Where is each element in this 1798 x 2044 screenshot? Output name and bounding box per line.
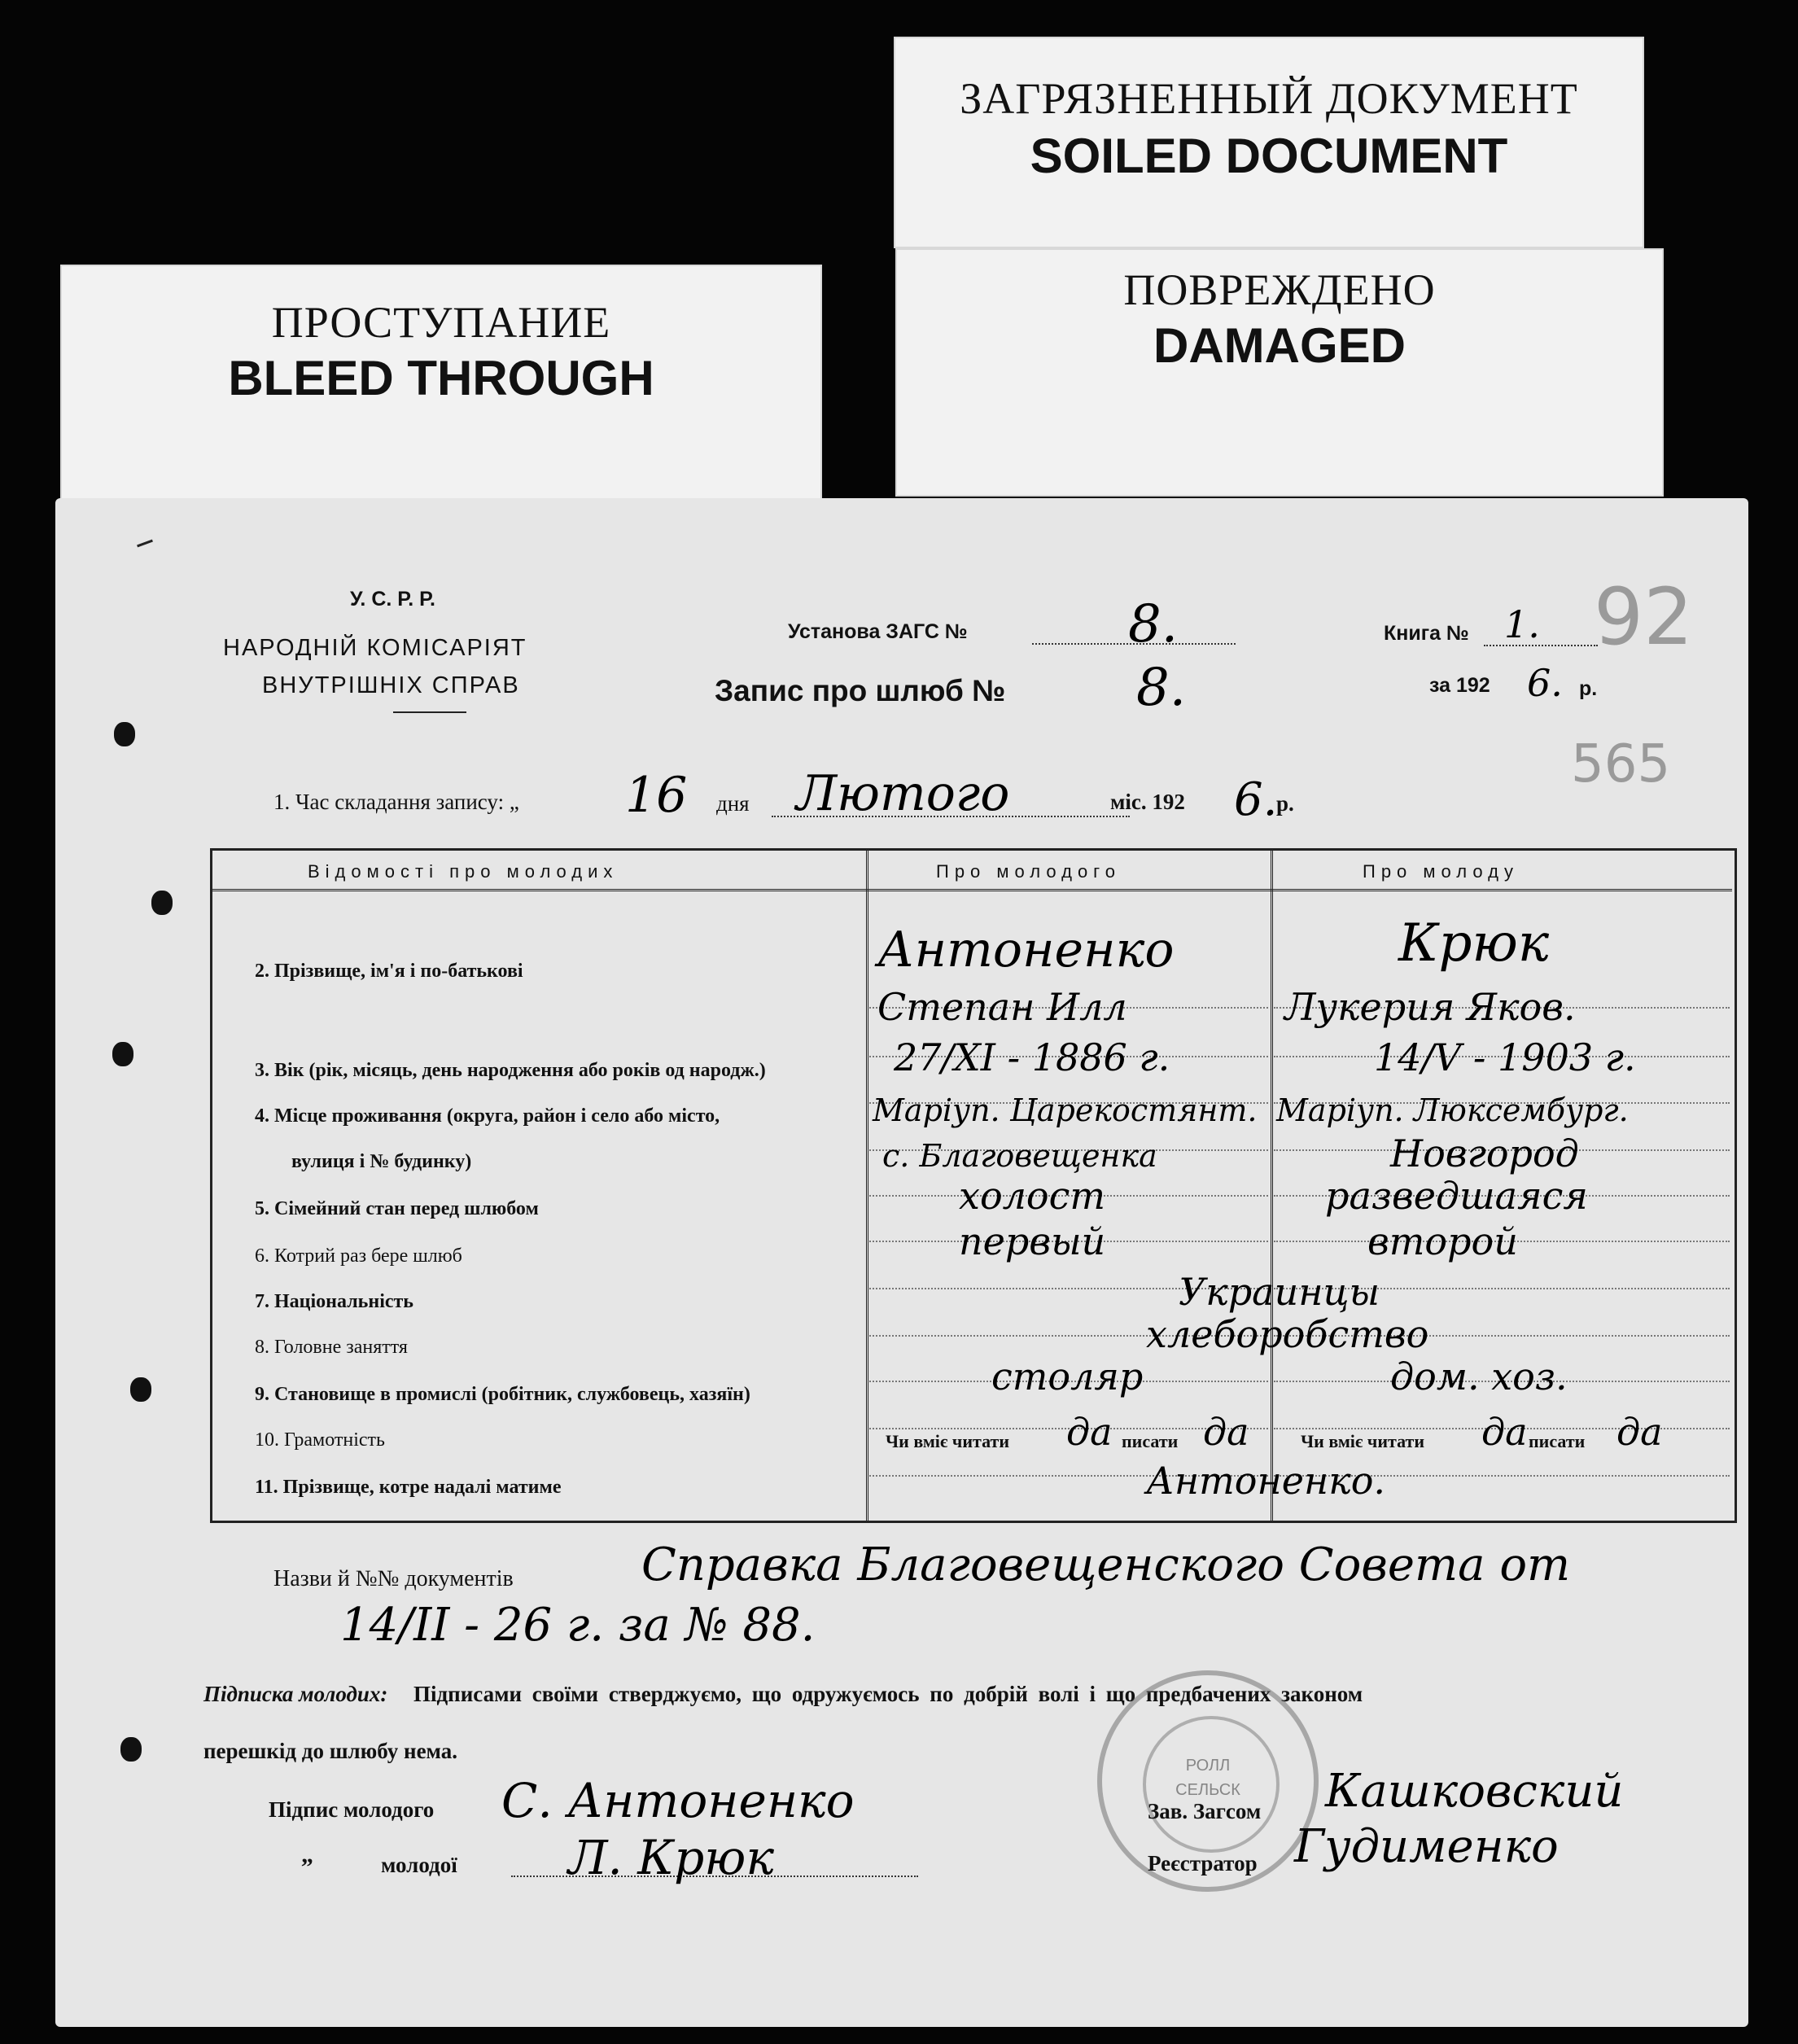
- punch-hole: [112, 1042, 133, 1066]
- bride-times-married: второй: [1367, 1219, 1518, 1263]
- record-month-word: міс. 192: [1110, 790, 1185, 814]
- punch-hole: [120, 1737, 142, 1762]
- row-label-residence: 4. Місце проживання (округа, район і село або місто,: [255, 1105, 720, 1127]
- commissariat-line-2: ВНУТРІШНІХ СПРАВ: [262, 672, 520, 698]
- groom-birth: 27/ХІ - 1886 г.: [894, 1035, 1170, 1079]
- row-label-times: 6. Котрий раз бере шлюб: [255, 1245, 462, 1267]
- punch-hole: [130, 1377, 151, 1402]
- punch-hole: [151, 891, 173, 915]
- bride-read-label: Чи вміє читати: [1301, 1431, 1425, 1451]
- declaration-text-1: Підписами своїми стверджуємо, що одружуємось по добрій волі і що предбачених законом: [413, 1682, 1363, 1706]
- record-title: Запис про шлюб №: [715, 674, 1006, 707]
- registry-office-number: 8.: [1128, 594, 1179, 654]
- book-label: Книга №: [1384, 622, 1469, 645]
- record-day: 16: [625, 767, 688, 824]
- record-year-suffix: р.: [1276, 791, 1294, 816]
- year-suffix: р.: [1579, 677, 1598, 700]
- row-label-future-surname: 11. Прізвище, котре надалі матиме: [255, 1477, 562, 1498]
- table-divider-2: [1271, 848, 1273, 1521]
- row-label-name: 2. Прізвище, ім'я і по-батькові: [255, 961, 523, 982]
- table-divider-1: [866, 848, 868, 1521]
- groom-writes: да: [1203, 1410, 1249, 1454]
- soiled-document-ru: ЗАГРЯЗНЕННЫЙ ДОКУМЕНТ: [960, 74, 1578, 123]
- pencil-book-number: 92: [1594, 571, 1694, 663]
- groom-name: Степан Илл: [877, 985, 1127, 1029]
- bride-reads: да: [1481, 1410, 1528, 1454]
- margin-mark: [137, 540, 153, 548]
- bride-marital-status: разведшаяся: [1325, 1174, 1588, 1218]
- header-rule: [393, 711, 466, 713]
- record-day-word: дня: [716, 791, 750, 816]
- bleed-through-tag: [60, 265, 822, 509]
- groom-surname: Антоненко: [877, 921, 1175, 978]
- bride-signature-quote: „: [301, 1841, 313, 1868]
- table-header-rule: [210, 889, 1732, 891]
- col-bride-header: Про молоду: [1363, 861, 1519, 882]
- nationality-value: Украинцы: [1179, 1270, 1380, 1314]
- bride-signature-label: молодої: [381, 1853, 457, 1877]
- declaration-label: Підписка молодих:: [203, 1682, 388, 1706]
- registrar-signature: Гудименко: [1294, 1820, 1559, 1873]
- registry-office-label: Установа ЗАГС №: [788, 620, 968, 643]
- stamp-text-2: СЕЛЬСК: [1175, 1781, 1240, 1799]
- row-label-age: 3. Вік (рік, місяць, день народження або років од народж.): [255, 1060, 766, 1081]
- groom-read-label: Чи вміє читати: [886, 1431, 1010, 1451]
- year-prefix: за 192: [1429, 674, 1490, 697]
- record-year-digit: 6.: [1234, 773, 1278, 826]
- damaged-tag: [895, 248, 1664, 497]
- commissariat-line-1: НАРОДНІЙ КОМІСАРІЯТ: [223, 635, 527, 661]
- book-dots: [1484, 645, 1598, 646]
- future-surname-value: Антоненко.: [1146, 1459, 1386, 1503]
- record-time-label: 1. Час складання запису: „: [273, 790, 519, 814]
- col-groom-header: Про молодого: [936, 861, 1121, 882]
- head-registrar-signature: Кашковский: [1325, 1765, 1624, 1818]
- bride-write-label: писати: [1529, 1431, 1586, 1451]
- row-label-occupation: 8. Головне заняття: [255, 1337, 408, 1358]
- bride-surname: Крюк: [1398, 913, 1550, 974]
- soiled-document-tag: [894, 37, 1644, 248]
- pencil-number: 565: [1571, 734, 1671, 794]
- row-label-industry-status: 9. Становище в промислі (робітник, службовець, хазяїн): [255, 1384, 750, 1405]
- row-label-literacy: 10. Грамотність: [255, 1429, 385, 1451]
- row-label-residence-2: вулиця і № будинку): [291, 1151, 472, 1172]
- soiled-document-en: SOILED DOCUMENT: [1030, 129, 1508, 183]
- record-month: Лютого: [796, 765, 1010, 822]
- groom-signature-label: Підпис молодого: [269, 1797, 435, 1822]
- book-number: 1.: [1504, 602, 1540, 646]
- record-number: 8.: [1136, 658, 1187, 718]
- groom-industry-status: столяр: [991, 1355, 1144, 1398]
- groom-times-married: первый: [959, 1219, 1106, 1263]
- damaged-ru: ПОВРЕЖДЕНО: [1123, 265, 1436, 314]
- groom-write-label: писати: [1122, 1431, 1179, 1451]
- bride-residence-1: Марiуп. Люксембург.: [1276, 1092, 1629, 1128]
- bride-residence-2: Новгород: [1390, 1131, 1579, 1175]
- documents-label: Назви й №№ документів: [273, 1566, 514, 1591]
- ussr-heading: У. С. Р. Р.: [350, 588, 435, 611]
- documents-line-1: Справка Благовещенского Совета от: [641, 1538, 1571, 1591]
- registrar-label: Реєстратор: [1148, 1851, 1258, 1875]
- stamp-text: РОЛЛ: [1185, 1757, 1231, 1775]
- documents-line-2: 14/ІІ - 26 г. за № 88.: [340, 1599, 816, 1652]
- bleed-through-ru: ПРОСТУПАНИЕ: [271, 298, 611, 347]
- damaged-en: DAMAGED: [1153, 318, 1406, 373]
- declaration-text-2: перешкід до шлюбу нема.: [203, 1739, 458, 1763]
- groom-residence-1: Марiуп. Царекостянт.: [873, 1092, 1258, 1128]
- bride-signature: Л. Крюк: [568, 1830, 774, 1885]
- bride-birth: 14/V - 1903 г.: [1374, 1035, 1636, 1079]
- groom-residence-2: с. Благовещенка: [882, 1138, 1157, 1174]
- col-info-header: Відомості про молодих: [308, 861, 619, 882]
- row-label-nationality: 7. Національність: [255, 1291, 413, 1312]
- groom-reads: да: [1066, 1410, 1113, 1454]
- record-month-dots: [772, 816, 1130, 817]
- groom-marital-status: холост: [959, 1174, 1106, 1218]
- row-label-marital: 5. Сімейний стан перед шлюбом: [255, 1198, 539, 1219]
- punch-hole: [114, 722, 135, 746]
- bleed-through-en: BLEED THROUGH: [228, 351, 654, 405]
- year-digit: 6.: [1527, 661, 1563, 705]
- marriage-record-form: [55, 498, 1748, 2027]
- groom-signature: С. Антоненко: [501, 1773, 855, 1828]
- bride-industry-status: дом. хоз.: [1390, 1355, 1568, 1398]
- bride-writes: да: [1616, 1410, 1663, 1454]
- bride-name: Лукерия Яков.: [1284, 985, 1576, 1029]
- head-registrar-label: Зав. Загсом: [1148, 1799, 1262, 1823]
- occupation-value: хлеборобство: [1146, 1312, 1429, 1356]
